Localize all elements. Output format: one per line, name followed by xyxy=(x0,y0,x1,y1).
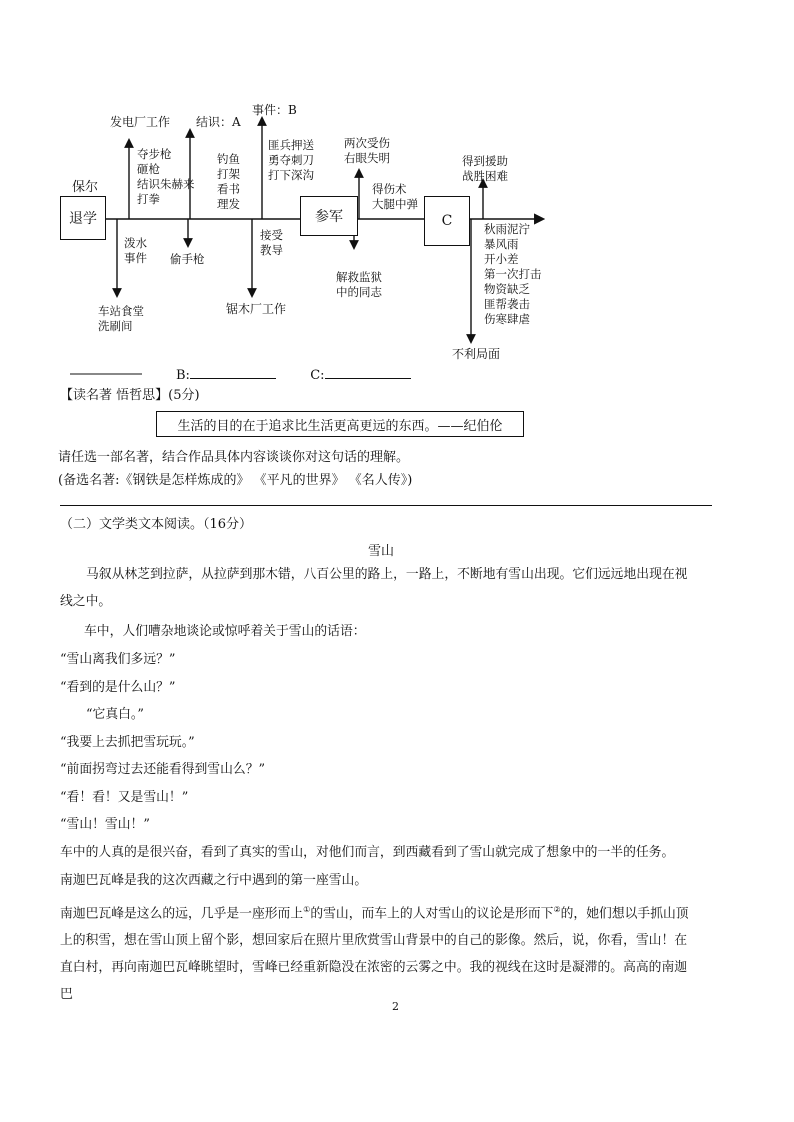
dialogue-2: “看到的是什么山？” xyxy=(60,680,176,695)
footnote-marker-1[interactable]: ① xyxy=(303,905,311,914)
events-up-3: 匪兵押送 勇夺刺刀 打下深沟 xyxy=(268,138,314,182)
events-down-3: 接受 教导 xyxy=(260,228,283,257)
events-down-2: 偷手枪 xyxy=(170,252,205,266)
section-title: （二）文学类文本阅读。（16分） xyxy=(60,517,253,532)
question-instruction: 请任选一部名著，结合作品具体内容谈谈你对这句话的理解。 xyxy=(58,450,410,465)
dialogue-6: “看！看！又是雪山！” xyxy=(60,790,189,805)
question-books: (备选名著:《钢铁是怎样炼成的》 《平凡的世界》 《名人传》) xyxy=(58,473,413,488)
label-event-b: 事件：B xyxy=(252,103,297,117)
events-down-4: 秋雨泥泞 暴风雨 开小差 第一次打击 物资缺乏 匪帮袭击 伤寒肆虐 xyxy=(484,222,542,326)
section-divider xyxy=(60,505,712,506)
dialogue-7: “雪山！雪山！” xyxy=(60,817,150,832)
paragraph-2: 车中，人们嘈杂地谈论或惊呼着关于雪山的话语： xyxy=(84,624,366,639)
quote-box xyxy=(156,411,524,437)
paragraph-4: 南迦巴瓦峰是我的这次西藏之行中遇到的第一座雪山。 xyxy=(60,873,368,888)
question-header: 【读名著 悟哲思】(5分) xyxy=(60,388,200,403)
label-person: 保尔 xyxy=(72,180,99,195)
dialogue-4: “我要上去抓把雪玩玩。” xyxy=(60,735,195,750)
answer-c-label: C: xyxy=(310,368,325,383)
node-c: C xyxy=(424,196,470,246)
events-down-1: 泼水 事件 xyxy=(124,236,147,265)
events-up-4: 得伤术 大腿中弹 xyxy=(372,182,418,211)
article-title: 雪山 xyxy=(368,544,395,559)
label-adverse: 不利局面 xyxy=(452,347,501,361)
paragraph-1: 马叙从林芝到拉萨，从拉萨到那木错，八百公里的路上，一路上，不断地有雪山出现。它们远远地出现在视线之中。 xyxy=(60,567,688,609)
label-rescue: 解救监狱 中的同志 xyxy=(336,270,382,299)
dialogue-5: “前面拐弯过去还能看得到雪山么？” xyxy=(60,762,266,777)
paragraph-5: 南迦巴瓦峰是这么的远，几乎是一座形而上①的雪山，而车上的人对雪山的议论是形而下②的，她们想以手抓山顶上的积雪，想在雪山顶上留个影，想回家后在照片里欣赏雪山背景中的自己的影像。然后，说，你看，雪山！在直白村，再向南迦巴瓦峰眺望时，雪峰已经重新隐没在浓密的云雾之中。我的视线在这时是凝滞的。高高的南迦巴 xyxy=(60,905,689,1003)
node-quit-school: 退学 xyxy=(60,196,106,240)
dialogue-3: “它真白。” xyxy=(86,707,144,722)
answer-b-label: B: xyxy=(176,368,190,383)
answer-line xyxy=(176,366,411,383)
dialogue-1: “雪山离我们多远？” xyxy=(60,652,176,667)
footnote-marker-2[interactable]: ② xyxy=(553,905,561,914)
page-number: 2 xyxy=(392,1000,399,1013)
label-help: 得到援助 战胜困难 xyxy=(462,154,508,183)
label-know-a: 结识：A xyxy=(196,115,241,129)
node-join-army: 参军 xyxy=(300,196,358,236)
label-power-plant: 发电厂工作 xyxy=(110,115,171,129)
answer-b-blank[interactable] xyxy=(190,366,276,379)
events-up-1: 夺步枪 砸枪 结识朱赫来 打拳 xyxy=(137,147,195,206)
label-hurt: 两次受伤 右眼失明 xyxy=(344,136,390,165)
label-station: 车站食堂 洗刷间 xyxy=(98,304,144,333)
quote-text: 生活的目的在于追求比生活更高更远的东西。——纪伯伦 xyxy=(177,418,503,434)
label-sawmill: 锯木厂工作 xyxy=(226,302,287,316)
events-up-2: 钓鱼 打架 看书 理发 xyxy=(217,152,240,211)
answer-c-blank[interactable] xyxy=(325,366,411,379)
paragraph-3: 车中的人真的是很兴奋，看到了真实的雪山，对他们而言，到西藏看到了雪山就完成了想象中的一半的任务。 xyxy=(60,845,675,860)
